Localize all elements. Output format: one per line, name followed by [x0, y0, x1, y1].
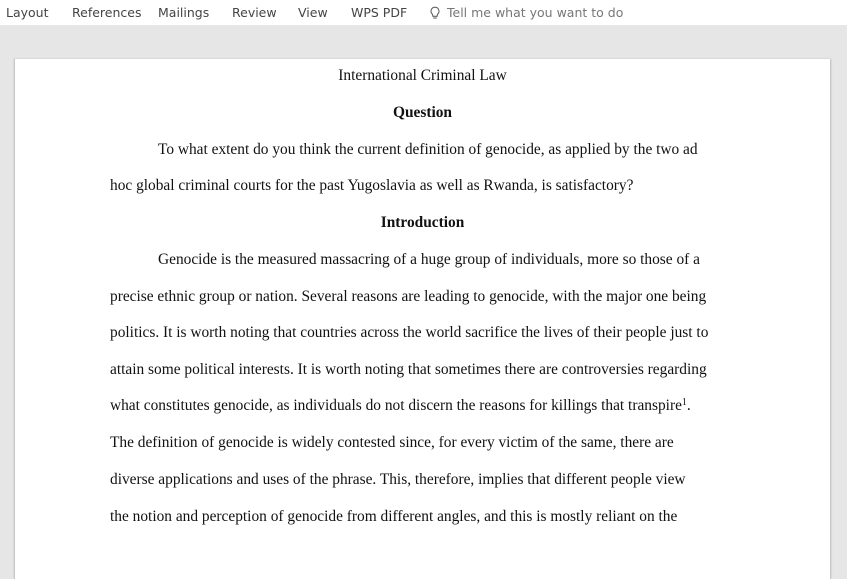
- footnote-reference[interactable]: 1: [681, 397, 687, 408]
- tab-mailings[interactable]: Mailings: [158, 5, 210, 20]
- document-title: International Criminal Law: [338, 67, 507, 84]
- ribbon-tab-bar: [0, 0, 847, 25]
- paragraph-line: Genocide is the measured massacring of a huge group of individuals, more so those of a: [158, 251, 700, 268]
- tab-references[interactable]: References: [72, 5, 142, 20]
- paragraph-line: attain some political interests. It is worth noting that sometimes there are controversies regarding: [110, 361, 707, 378]
- paragraph-text: what constitutes genocide, as individuals do not discern the reasons for killings that transpire: [110, 397, 682, 414]
- lightbulb-icon: [428, 6, 442, 20]
- paragraph-line: the notion and perception of genocide from different angles, and this is mostly reliant on the: [110, 508, 678, 525]
- heading-introduction: Introduction: [380, 214, 465, 231]
- paragraph-line: diverse applications and uses of the phrase. This, therefore, implies that different people view: [110, 471, 686, 488]
- question-line: To what extent do you think the current definition of genocide, as applied by the two ad: [158, 141, 698, 158]
- paragraph-line: The definition of genocide is widely contested since, for every victim of the same, there are: [110, 434, 674, 451]
- tab-review[interactable]: Review: [232, 5, 277, 20]
- document-canvas: [0, 25, 847, 545]
- tell-me-placeholder: Tell me what you want to do: [447, 5, 624, 20]
- question-line: hoc global criminal courts for the past Yugoslavia as well as Rwanda, is satisfactory?: [110, 177, 634, 194]
- heading-question: Question: [392, 104, 452, 121]
- tell-me-search[interactable]: [428, 5, 623, 20]
- document-page[interactable]: [14, 59, 831, 579]
- paragraph-line-with-footnote: [110, 397, 691, 415]
- tab-view[interactable]: View: [298, 5, 328, 20]
- paragraph-line: politics. It is worth noting that countries across the world sacrifice the lives of their people just to: [110, 324, 709, 341]
- tab-layout[interactable]: Layout: [6, 5, 49, 20]
- tab-wps-pdf[interactable]: WPS PDF: [351, 5, 408, 20]
- sentence-period: .: [686, 397, 691, 414]
- paragraph-line: precise ethnic group or nation. Several reasons are leading to genocide, with the major one being: [110, 288, 707, 305]
